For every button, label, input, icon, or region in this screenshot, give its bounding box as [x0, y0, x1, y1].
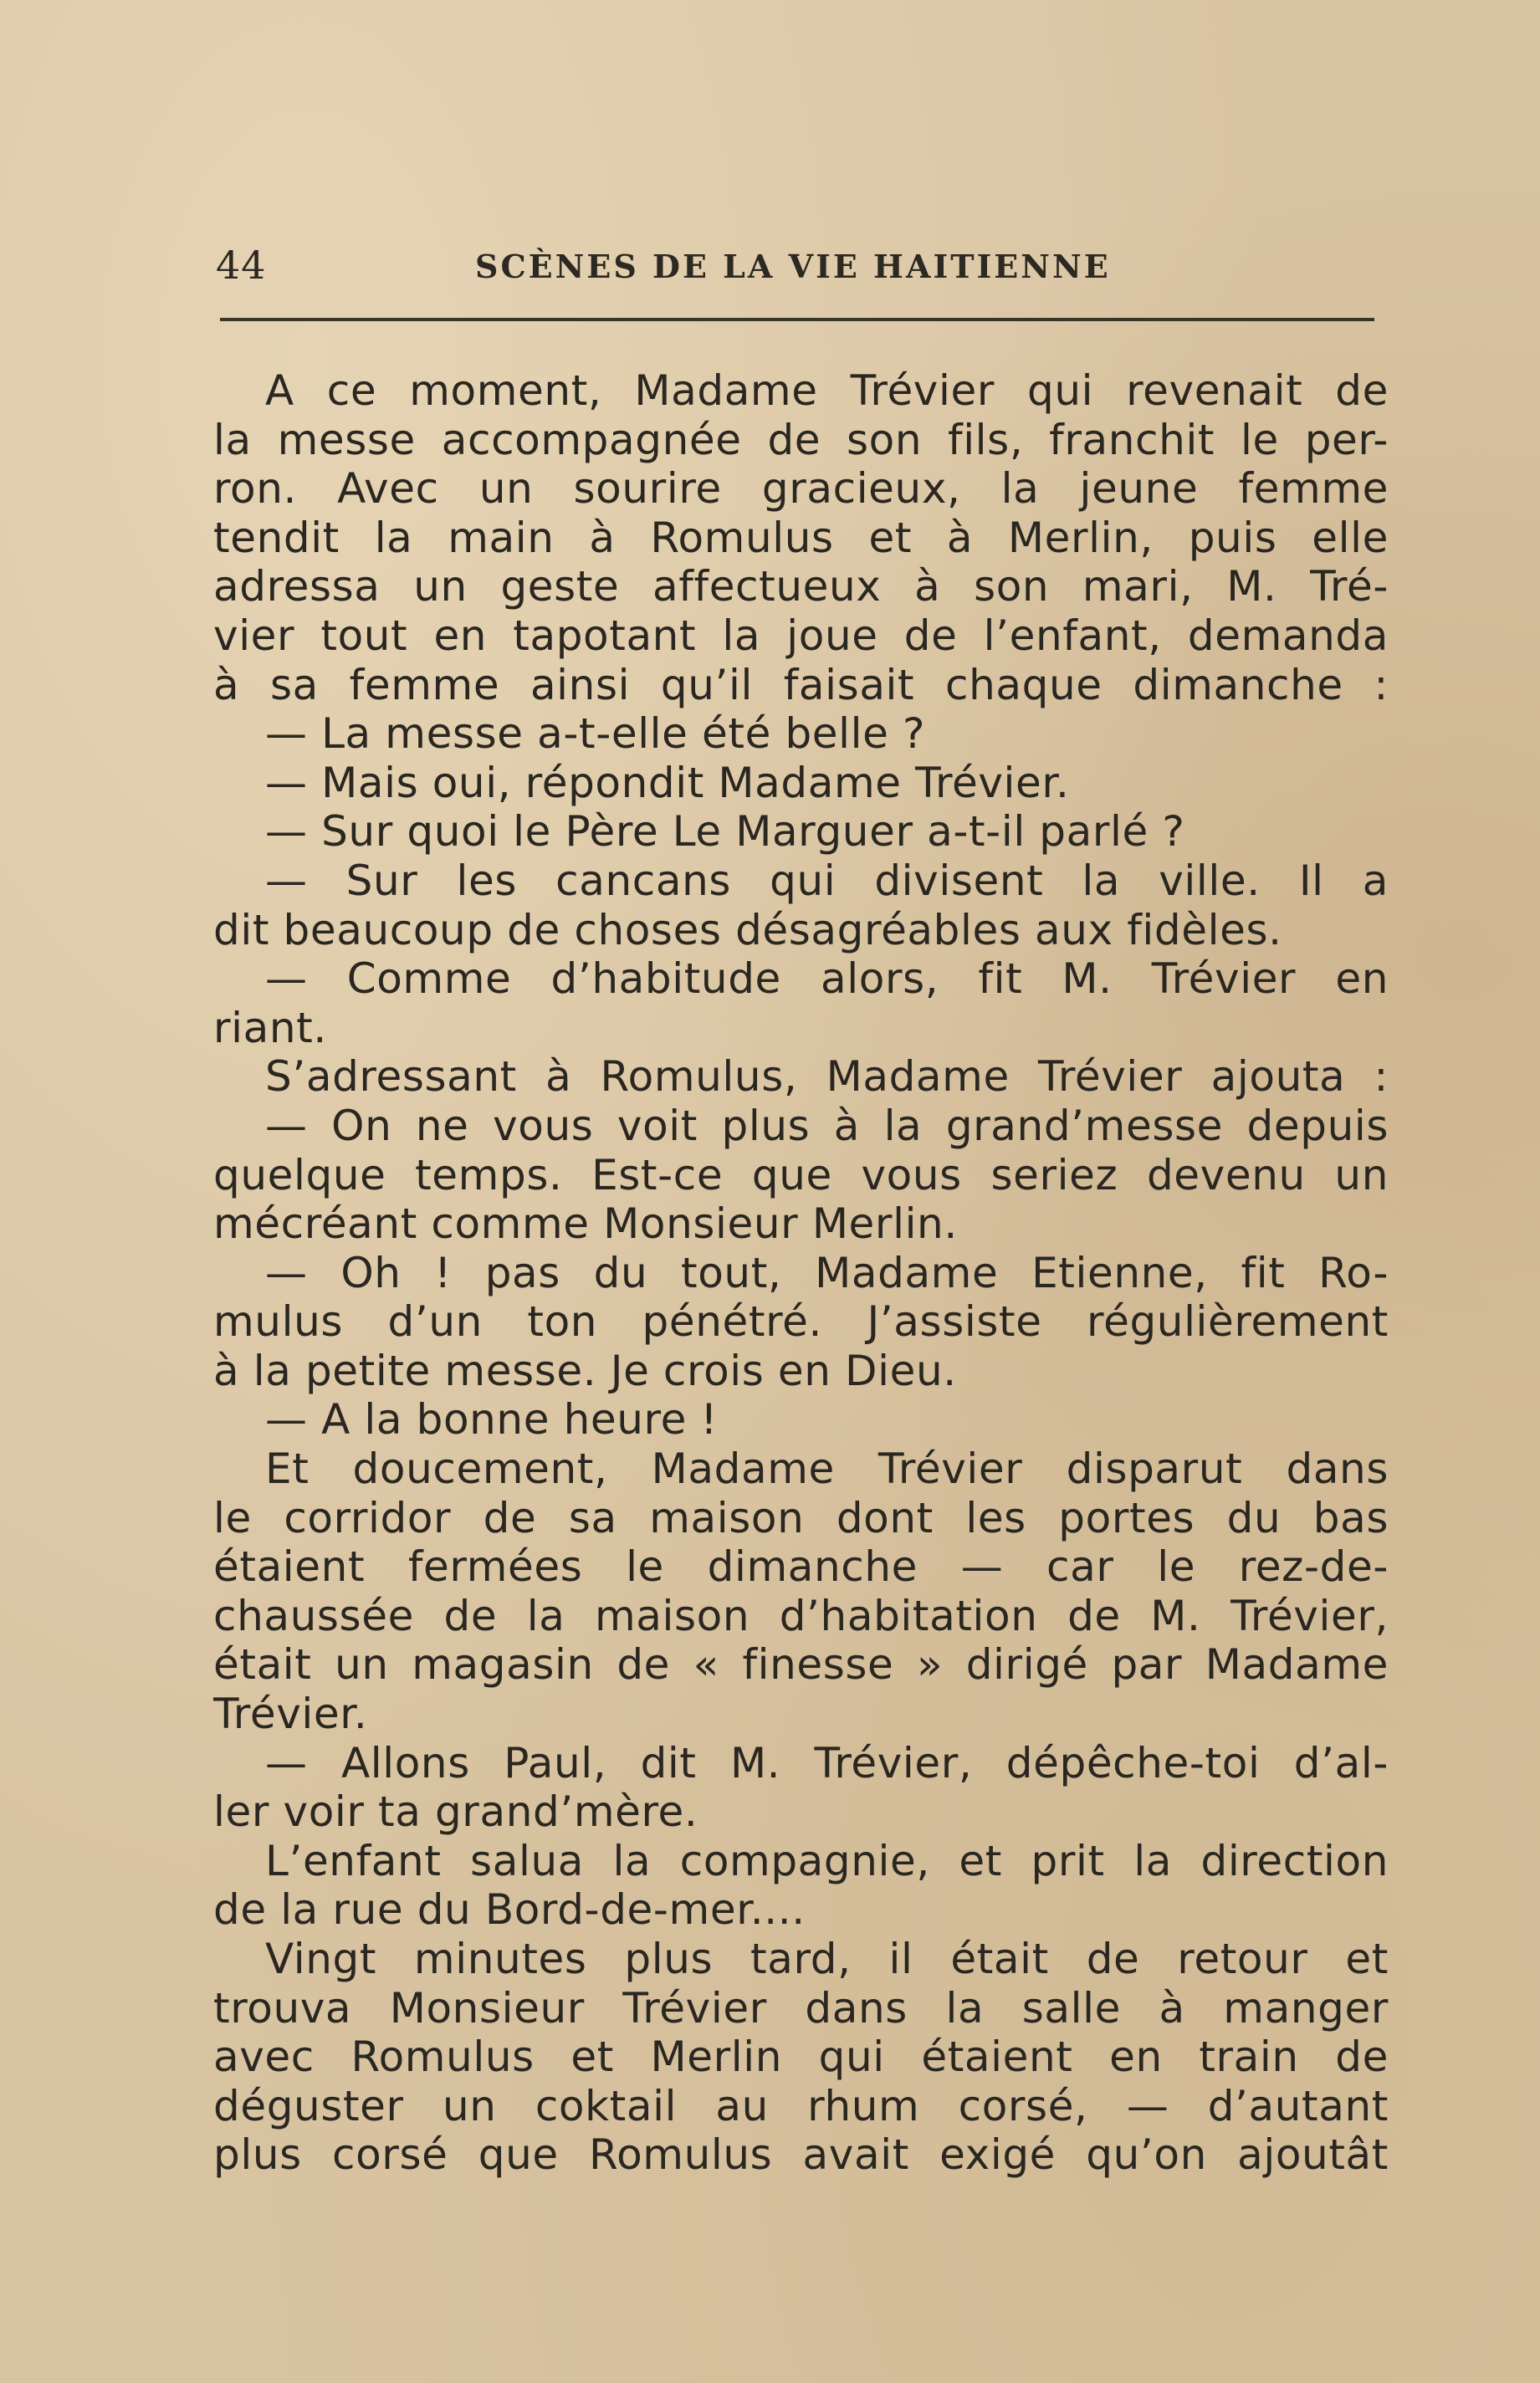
text-line: de la rue du Bord-de-mer.... [213, 1885, 806, 1935]
text-line: A ce moment, Madame Trévier qui revenait de [265, 366, 1389, 415]
text-line: dit beaucoup de choses désagréables aux fidèles. [213, 905, 1282, 954]
running-head: SCÈNES DE LA VIE HAITIENNE [475, 248, 1111, 285]
text-line: mécréant comme Monsieur Merlin. [213, 1199, 958, 1249]
text-line: vier tout en tapotant la joue de l’enfant, demanda [213, 611, 1389, 660]
text-line: — Allons Paul, dit M. Trévier, dépêche-toi d’al- [265, 1738, 1389, 1787]
text-line: — A la bonne heure ! [265, 1395, 719, 1445]
text-line: Trévier. [213, 1690, 368, 1739]
text-line: étaient fermées le dimanche — car le rez-de- [213, 1542, 1389, 1592]
text-line: — On ne vous voit plus à la grand’messe depuis [265, 1101, 1389, 1150]
text-line: avec Romulus et Merlin qui étaient en train de [213, 2033, 1389, 2082]
text-line: S’adressant à Romulus, Madame Trévier ajouta : [265, 1052, 1389, 1102]
text-line: — Sur les cancans qui divisent la ville. Il a [265, 856, 1389, 905]
text-line: riant. [213, 1003, 327, 1052]
page-header [216, 236, 1374, 294]
text-line: trouva Monsieur Trévier dans la salle à manger [213, 1983, 1389, 2033]
text-line: — La messe a-t-elle été belle ? [265, 709, 926, 759]
text-line: tendit la main à Romulus et à Merlin, puis elle [213, 513, 1389, 562]
body-text [213, 366, 1389, 2180]
text-line: — Sur quoi le Père Le Marguer a-t-il parlé ? [265, 807, 1185, 857]
text-line: à sa femme ainsi qu’il faisait chaque dimanche : [213, 660, 1389, 709]
header-rule [220, 318, 1374, 321]
page-number: 44 [216, 243, 267, 288]
text-line: à la petite messe. Je crois en Dieu. [213, 1346, 957, 1395]
text-line: Et doucement, Madame Trévier disparut dans [265, 1445, 1389, 1494]
text-line: le corridor de sa maison dont les portes du bas [213, 1493, 1389, 1542]
text-line: quelque temps. Est-ce que vous seriez devenu un [213, 1150, 1389, 1199]
text-line: L’enfant salua la compagnie, et prit la direction [265, 1836, 1389, 1885]
text-line: la messe accompagnée de son fils, franchit le per- [213, 415, 1389, 464]
text-line: — Oh ! pas du tout, Madame Etienne, fit Ro- [265, 1248, 1389, 1297]
text-line: ler voir ta grand’mère. [213, 1787, 698, 1837]
text-line: adressa un geste affectueux à son mari, M. Tré- [213, 562, 1389, 611]
text-line: était un magasin de « finesse » dirigé par Madame [213, 1640, 1389, 1690]
text-line: Vingt minutes plus tard, il était de retour et [265, 1935, 1389, 1983]
text-line: mulus d’un ton pénétré. J’assiste régulièrement [213, 1297, 1389, 1347]
text-line: — Comme d’habitude alors, fit M. Trévier en [265, 954, 1389, 1004]
text-line: ron. Avec un sourire gracieux, la jeune femme [213, 464, 1389, 514]
text-line: chaussée de la maison d’habitation de M. Trévier, [213, 1591, 1389, 1640]
text-line: plus corsé que Romulus avait exigé qu’on ajoutât [213, 2130, 1389, 2180]
text-line: déguster un coktail au rhum corsé, — d’autant [213, 2081, 1389, 2130]
text-line: — Mais oui, répondit Madame Trévier. [265, 758, 1070, 807]
